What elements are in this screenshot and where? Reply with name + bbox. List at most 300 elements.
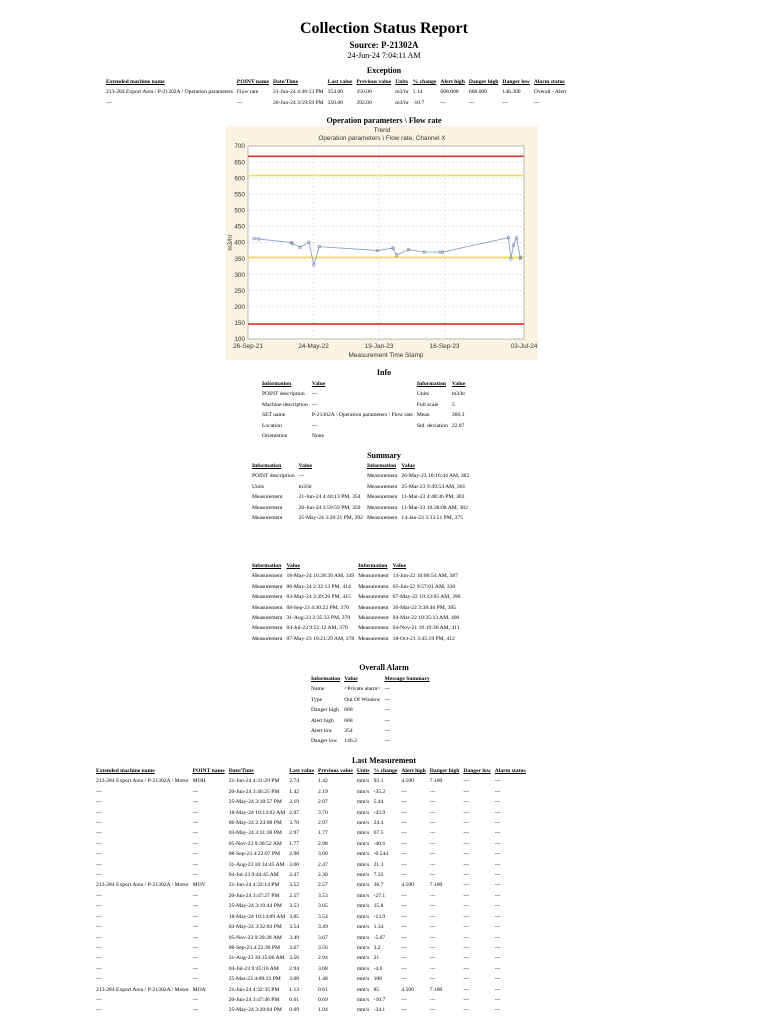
table-cell: 3.00: [289, 861, 300, 868]
table-cell: 24.4: [373, 820, 384, 827]
table-cell: ---: [401, 861, 407, 868]
table-cell: ---: [192, 788, 199, 795]
table-cell: ---: [401, 809, 407, 816]
table-cell: 18-May-24 10:13:02 AM: [228, 809, 286, 816]
info-table: [262, 379, 469, 441]
table-cell: ---: [401, 996, 407, 1003]
table-cell: 20-Jun-24 3:47:46 PM: [228, 996, 280, 1003]
table-cell: 85: [373, 986, 380, 993]
table-row: [252, 471, 473, 481]
table-cell: ---: [96, 830, 102, 837]
table-cell: ---: [429, 996, 436, 1003]
table-cell: ---: [440, 99, 446, 106]
table-row: [262, 410, 469, 420]
column-header: Value: [298, 463, 313, 469]
table-row: [96, 953, 530, 963]
table-cell: 4.500: [401, 778, 414, 785]
table-cell: ---: [494, 892, 501, 899]
table-cell: ---: [96, 934, 102, 941]
table-cell: 3.53: [317, 892, 328, 899]
table-cell: 608.000: [440, 89, 459, 96]
table-cell: 3.08: [289, 976, 300, 983]
table-cell: ---: [401, 955, 407, 962]
table-cell: ---: [401, 820, 407, 827]
table-cell: ---: [494, 965, 501, 972]
table-cell: ---: [463, 809, 469, 816]
table-cell: ---: [494, 903, 501, 910]
table-cell: [417, 431, 452, 441]
table-cell: -34.1: [373, 1007, 386, 1014]
y-tick-label: 300: [234, 271, 245, 279]
table-cell: 3.05: [289, 913, 300, 920]
table-cell: 14-Jan-23 3:33:51 PM, 375: [401, 515, 463, 522]
table-cell: -5.07: [373, 934, 386, 941]
table-cell: ---: [463, 1007, 469, 1014]
table-cell: MOV: [192, 882, 206, 889]
table-cell: ---: [494, 996, 501, 1003]
table-cell: 3.05: [317, 903, 328, 910]
table-cell: 25-Mar-23 4:08:23 PM: [228, 976, 281, 983]
table-cell: 20-Jun-24 3:47:27 PM: [228, 892, 280, 899]
table-cell: Alert high: [311, 717, 334, 724]
table-cell: 213-284 Export Area / P-21302A / Operation parameters: [106, 89, 233, 96]
table-cell: 2.97: [289, 830, 300, 837]
table-cell: ---: [463, 924, 469, 931]
y-tick-label: 650: [234, 159, 245, 167]
table-cell: Danger high: [311, 707, 339, 714]
table-cell: 3.49: [317, 924, 328, 931]
table-cell: 2.94: [289, 965, 300, 972]
table-row: [262, 431, 469, 441]
y-tick-label: 500: [234, 207, 245, 215]
table-cell: ---: [494, 778, 501, 785]
table-cell: <Private alarm>: [344, 686, 381, 693]
table-cell: 3.49: [289, 934, 300, 941]
table-cell: 05-Jun-22 9:57:01 AM, 330: [392, 583, 456, 590]
table-cell: 354.00: [327, 89, 344, 96]
table-cell: 3.54: [317, 913, 328, 920]
table-cell: Measurement: [252, 583, 283, 590]
table-row: [96, 839, 530, 849]
table-row: [311, 705, 434, 715]
exception-heading: Exception: [366, 66, 402, 75]
table-cell: ---: [401, 924, 407, 931]
table-cell: ---: [494, 809, 501, 816]
table-cell: Alert low: [311, 728, 333, 735]
table-cell: ---: [384, 738, 391, 745]
table-cell: 3.2: [373, 944, 381, 951]
table-cell: Measurement: [366, 494, 398, 501]
table-row: [311, 736, 434, 746]
table-cell: 1.04: [317, 1007, 328, 1014]
table-cell: ---: [192, 934, 199, 941]
table-cell: Measurement: [358, 615, 389, 622]
table-cell: 2.07: [289, 809, 300, 816]
table-cell: ---: [494, 861, 501, 868]
table-cell: 213-284 Export Area / P-21302A / Motor: [96, 986, 189, 993]
table-cell: 3.67: [317, 934, 328, 941]
table-row: [96, 933, 530, 943]
table-cell: ---: [429, 976, 436, 983]
table-row: [96, 995, 530, 1005]
table-cell: ---: [192, 820, 199, 827]
table-cell: 1.42: [317, 778, 328, 785]
table-cell: 15.8: [373, 903, 384, 910]
table-cell: P-21302A \ Operation parameters \ Flow rate: [311, 412, 413, 419]
table-row: [252, 613, 464, 623]
table-row: [96, 828, 530, 838]
table-cell: mm/s: [356, 976, 370, 983]
table-row: [96, 880, 530, 890]
table-cell: Measurement: [252, 504, 283, 511]
table-cell: 20-Jun-24 3:59:59 PM, 350: [298, 504, 361, 511]
table-cell: ---: [96, 872, 102, 879]
y-tick-label: 600: [234, 175, 245, 183]
table-cell: ---: [401, 872, 407, 879]
table-cell: ---: [463, 872, 469, 879]
column-header: POINT name: [236, 79, 269, 85]
table-cell: 20-Jun-24 3:46:25 PM: [228, 788, 280, 795]
table-cell: ---: [463, 892, 469, 899]
table-cell: ---: [96, 788, 102, 795]
table-cell: 25-May-24 3:28:21 PM, 392: [298, 515, 363, 522]
trend-chart-svg: [226, 126, 538, 360]
table-cell: 26-May-23 10:16:44 AM, 382: [401, 473, 470, 480]
table-cell: ---: [401, 851, 407, 858]
last-measurement-table: [96, 766, 530, 1016]
table-cell: 04-Jul-23 9:51:12 AM, 370: [286, 625, 348, 632]
table-cell: 03-May-24 3:31:38 PM: [228, 830, 282, 837]
table-cell: ---: [401, 934, 407, 941]
column-header: Information: [311, 676, 341, 682]
table-cell: ---: [106, 99, 112, 106]
x-tick-label: 19-Jan-23: [364, 343, 394, 350]
table-cell: ---: [463, 965, 469, 972]
table-cell: 3.54: [289, 924, 300, 931]
table-cell: Measurement: [358, 583, 389, 590]
table-cell: Full scale: [416, 401, 439, 408]
table-cell: None: [311, 433, 324, 440]
table-cell: ---: [494, 830, 501, 837]
table-cell: Measurement: [252, 604, 283, 611]
table-cell: Measurement: [366, 515, 398, 522]
table-row: [96, 964, 530, 974]
summary-table: [252, 461, 473, 523]
table-cell: ---: [429, 892, 436, 899]
y-tick-label: 550: [234, 191, 245, 199]
report-title: Collection Status Report: [300, 20, 468, 37]
table-cell: 350.00: [327, 99, 344, 106]
table-cell: ---: [96, 955, 102, 962]
table-cell: -35.2: [373, 788, 386, 795]
table-cell: -27.1: [373, 892, 386, 899]
table-row: [262, 400, 469, 410]
table-cell: ---: [463, 955, 469, 962]
table-cell: 14-Jun-22 10:00:54 AM, 387: [392, 573, 458, 580]
column-header: Danger high: [429, 768, 460, 774]
column-header: Value: [401, 463, 415, 469]
table-row: [106, 87, 570, 97]
table-cell: 04-Jul-23 9:44:45 AM: [228, 872, 279, 879]
table-cell: 21-Jun-24 4:40:13 PM: [273, 89, 324, 96]
table-cell: 2.19: [289, 799, 300, 806]
table-cell: 2.98: [317, 840, 328, 847]
table-cell: ---: [429, 788, 436, 795]
table-cell: mm/s: [356, 851, 370, 858]
column-header: Danger high: [468, 79, 499, 85]
table-cell: 21-Jun-24 4:40:13 PM, 354: [298, 494, 361, 501]
column-header: Information: [358, 563, 388, 569]
table-cell: 25-May-24 3:20:04 PM: [228, 1007, 282, 1014]
table-cell: ---: [192, 965, 199, 972]
table-cell: ---: [401, 788, 407, 795]
table-cell: Std. deviation: [416, 422, 448, 429]
table-cell: mm/s: [356, 955, 370, 962]
y-tick-label: 450: [234, 223, 245, 231]
table-row: [96, 922, 530, 932]
table-cell: ---: [494, 872, 501, 879]
table-row: [311, 695, 434, 705]
table-cell: 1.42: [289, 788, 300, 795]
column-header: Last value: [327, 79, 353, 85]
table-cell: ---: [463, 976, 469, 983]
table-cell: ---: [192, 892, 199, 899]
table-row: [311, 684, 434, 694]
table-cell: ---: [401, 799, 407, 806]
column-header: Last value: [289, 768, 314, 774]
table-cell: [452, 431, 469, 441]
table-cell: Orientation: [262, 433, 288, 440]
table-cell: m3/hr: [298, 483, 312, 490]
table-cell: ---: [494, 944, 501, 951]
table-cell: ---: [96, 965, 102, 972]
table-cell: -10.7: [373, 996, 386, 1003]
column-header: Information: [366, 463, 397, 469]
table-cell: 07-May-23 10:21:29 AM, 378: [286, 635, 355, 642]
table-cell: mm/s: [356, 944, 370, 951]
y-tick-label: 150: [234, 320, 245, 328]
column-header: Alarm status: [494, 768, 526, 774]
table-cell: 30-Mar-22 3:38:46 PM, 385: [392, 604, 456, 611]
table-cell: 93.1: [373, 778, 384, 785]
table-cell: ---: [192, 872, 199, 879]
table-cell: -10.7: [412, 99, 425, 106]
x-tick-label: 03-Jul-24: [510, 343, 538, 350]
table-cell: ---: [463, 840, 469, 847]
table-cell: ---: [429, 903, 436, 910]
table-cell: ---: [429, 924, 436, 931]
y-tick-label: 100: [234, 336, 245, 344]
table-cell: mm/s: [356, 820, 370, 827]
table-cell: ---: [384, 728, 391, 735]
table-header-row: [252, 561, 464, 571]
table-cell: 08-Sep-23 4:22:30 PM: [228, 944, 280, 951]
table-cell: ---: [429, 934, 436, 941]
table-row: [96, 901, 530, 911]
table-cell: 4.500: [401, 882, 414, 889]
table-cell: 7.100: [429, 778, 443, 785]
table-cell: ---: [494, 851, 501, 858]
table-cell: 5.44: [373, 799, 384, 806]
table-cell: 0.69: [317, 996, 328, 1003]
column-header: Alert high: [401, 768, 426, 774]
column-header: POINT name: [192, 768, 225, 774]
table-cell: ---: [96, 996, 102, 1003]
table-cell: ---: [192, 996, 199, 1003]
table-cell: 2.74: [289, 778, 300, 785]
table-cell: m3/hr: [395, 89, 409, 96]
table-header-row: [311, 674, 434, 684]
table-cell: mm/s: [356, 872, 370, 879]
table-cell: ---: [96, 799, 102, 806]
table-cell: ---: [463, 944, 469, 951]
table-cell: 354: [344, 728, 353, 735]
table-cell: ---: [463, 882, 469, 889]
table-cell: 31-Aug-23 10:34:45 AM: [228, 861, 285, 868]
table-cell: ---: [463, 996, 469, 1003]
info-heading: Info: [376, 368, 392, 377]
table-cell: Measurement: [252, 573, 283, 580]
table-cell: Measurement: [358, 594, 389, 601]
overall-alarm-table: [311, 674, 434, 747]
chart-title: Trend: [373, 127, 391, 134]
table-cell: 2.94: [317, 955, 328, 962]
table-cell: ---: [494, 820, 501, 827]
trend-chart: [226, 126, 538, 360]
table-cell: mm/s: [356, 799, 370, 806]
table-cell: m3/hr: [451, 391, 466, 398]
table-row: [96, 797, 530, 807]
table-cell: ---: [494, 882, 501, 889]
table-cell: Units: [252, 483, 265, 490]
table-cell: 36.7: [373, 882, 384, 889]
table-row: [96, 870, 530, 880]
table-cell: 3.70: [289, 820, 300, 827]
table-cell: ---: [401, 892, 407, 899]
table-cell: mm/s: [356, 903, 370, 910]
column-header: Previous value: [317, 768, 353, 774]
table-cell: mm/s: [356, 986, 370, 993]
table-cell: Measurement: [358, 604, 389, 611]
summary-table-continued: [252, 561, 464, 644]
table-cell: 146.300: [502, 89, 521, 96]
table-cell: POINT description: [252, 473, 295, 480]
table-cell: 668: [344, 707, 353, 714]
table-cell: mm/s: [356, 965, 370, 972]
table-cell: 350.00: [356, 89, 372, 96]
table-cell: 06-May-24 2:24:08 PM: [228, 820, 282, 827]
table-cell: ---: [96, 903, 102, 910]
table-cell: ---: [533, 99, 540, 106]
table-row: [252, 492, 473, 502]
table-cell: mm/s: [356, 924, 370, 931]
table-cell: ---: [96, 820, 102, 827]
summary-heading: Summary: [367, 451, 401, 460]
table-cell: 31-Aug-23 10:35:06 AM: [228, 955, 285, 962]
table-cell: ---: [192, 799, 199, 806]
column-header: Alarm status: [533, 79, 565, 85]
table-cell: ---: [96, 840, 102, 847]
y-tick-label: 200: [234, 304, 245, 312]
table-cell: 3.56: [317, 944, 328, 951]
table-cell: ---: [311, 422, 318, 429]
column-header: % change: [373, 768, 398, 774]
table-cell: Measurement: [358, 625, 389, 632]
table-cell: 2.19: [317, 788, 328, 795]
table-cell: MOH: [192, 778, 206, 785]
column-header: Information: [252, 463, 282, 469]
table-cell: Measurement: [358, 573, 389, 580]
table-cell: ---: [494, 1007, 501, 1014]
column-header: Alert high: [440, 79, 465, 85]
table-row: [252, 623, 464, 633]
table-cell: 2.57: [289, 892, 300, 899]
table-cell: ---: [468, 99, 475, 106]
table-cell: 22.87: [451, 422, 465, 429]
table-cell: ---: [463, 778, 469, 785]
table-cell: Measurement: [252, 594, 283, 601]
table-cell: 7.100: [429, 986, 443, 993]
table-cell: 07-May-22 10:23:05 AM, 396: [392, 594, 461, 601]
table-row: [96, 776, 530, 786]
table-cell: Measurement: [366, 504, 398, 511]
table-cell: 08-Sep-23 4:30:22 PM, 370: [286, 604, 349, 611]
table-cell: 2.47: [317, 861, 328, 868]
table-cell: 11-Mar-23 4:48:36 PM, 383: [401, 494, 465, 501]
table-row: [96, 849, 530, 859]
table-cell: ---: [429, 830, 436, 837]
table-cell: 668.000: [468, 89, 487, 96]
y-axis-label: m3/hr: [227, 234, 234, 251]
table-cell: 5: [451, 401, 455, 408]
table-cell: ---: [463, 788, 469, 795]
table-cell: ---: [494, 924, 501, 931]
table-cell: ---: [429, 872, 436, 879]
table-cell: 392.00: [356, 99, 372, 106]
table-cell: 25-May-24 3:18:57 PM: [228, 799, 282, 806]
table-cell: ---: [192, 830, 199, 837]
table-cell: ---: [192, 1007, 199, 1014]
column-header: Date/Time: [273, 79, 299, 85]
column-header: Date/Time: [228, 768, 254, 774]
table-header-row: [96, 766, 530, 776]
table-cell: ---: [236, 99, 243, 106]
column-header: Value: [344, 676, 358, 682]
table-row: [96, 891, 530, 901]
table-cell: ---: [96, 892, 102, 899]
table-cell: 67.5: [373, 830, 384, 837]
chart-section-heading: Operation parameters \ Flow rate: [326, 116, 442, 125]
table-cell: ---: [429, 944, 436, 951]
table-cell: ---: [192, 955, 199, 962]
table-row: [262, 421, 469, 431]
table-cell: mm/s: [356, 830, 370, 837]
column-header: Value: [286, 563, 300, 569]
table-cell: ---: [401, 1007, 407, 1014]
table-row: [252, 603, 464, 613]
table-cell: 1.34: [373, 924, 384, 931]
y-tick-label: 400: [234, 239, 245, 247]
table-cell: ---: [463, 903, 469, 910]
table-cell: 1.48: [317, 976, 328, 983]
x-axis-label: Measurement Time Stamp: [348, 352, 424, 359]
table-cell: -0.544: [373, 851, 389, 858]
table-cell: Measurement: [366, 473, 398, 480]
table-header-row: [252, 461, 473, 471]
table-cell: mm/s: [356, 788, 370, 795]
column-header: Extended machine name: [106, 79, 165, 85]
column-header: Information: [416, 381, 447, 387]
